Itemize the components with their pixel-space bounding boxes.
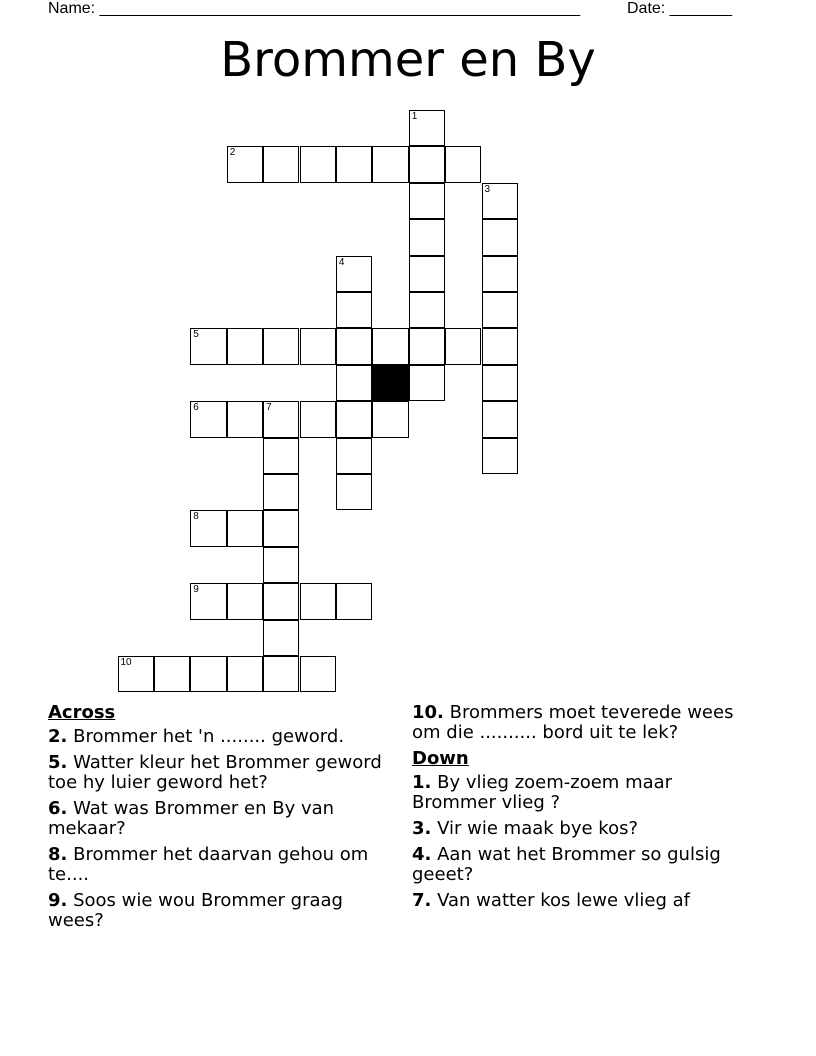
grid-cell[interactable] [409,256,445,292]
grid-cell[interactable] [482,292,518,328]
clue-text: Aan wat het Brommer so gulsig geeet? [412,844,721,885]
clue-text: Van watter kos lewe vlieg af [437,890,690,911]
grid-cell[interactable] [336,146,372,182]
grid-cell[interactable] [263,620,299,656]
clue-text: Watter kleur het Brommer geword toe hy luier geword het? [48,752,382,793]
grid-cell[interactable] [300,328,336,364]
clue-number: 1. [412,772,432,793]
grid-cell[interactable] [227,510,263,546]
grid-cell[interactable] [482,401,518,437]
clue-text: Wat was Brommer en By van mekaar? [48,798,335,839]
cell-number: 7 [266,402,272,414]
grid-cell[interactable] [336,583,372,619]
clue-text: Brommers moet teverede wees om die .......... bord uit te lek? [412,702,734,743]
grid-cell[interactable] [190,510,226,546]
across-clue [48,727,393,747]
grid-cell[interactable] [227,656,263,692]
down-clue [412,845,757,885]
clue-number: 7. [412,890,432,911]
cell-number: 1 [411,111,418,122]
grid-cell[interactable] [263,438,299,474]
grid-cell[interactable] [482,256,518,292]
across-heading: Across [48,702,116,723]
grid-cell[interactable] [263,401,299,437]
clue-number: 4. [412,844,432,865]
grid-cell[interactable] [482,183,518,219]
clue-text: Soos wie wou Brommer graag wees? [48,890,343,931]
clue-text: Vir wie maak bye kos? [437,818,639,839]
grid-cell[interactable] [409,183,445,219]
cell-number: 4 [338,256,345,268]
grid-cell[interactable] [372,146,408,182]
date-field-label: Date: _______ [627,0,732,17]
grid-cell[interactable] [445,146,481,182]
clue-number: 9. [48,890,68,911]
clue-number: 6. [48,798,68,819]
grid-cell[interactable] [263,328,299,364]
grid-cell[interactable] [300,401,336,437]
grid-cell[interactable] [263,547,299,583]
across-clue [48,845,393,885]
grid-cell[interactable] [409,110,445,146]
grid-cell[interactable] [300,656,336,692]
grid-cell[interactable] [300,583,336,619]
grid-cell[interactable] [482,328,518,364]
grid-cell[interactable] [482,365,518,401]
clues-left-column [48,703,393,937]
clue-number: 8. [48,844,68,865]
grid-block [372,365,408,401]
grid-cell[interactable] [336,474,372,510]
down-clue [412,773,757,813]
down-heading: Down [412,748,469,769]
grid-cell[interactable] [263,510,299,546]
grid-cell[interactable] [336,438,372,474]
clue-number: 5. [48,752,68,773]
grid-cell[interactable] [263,474,299,510]
clue-text: By vlieg zoem-zoem maar Brommer vlieg ? [412,772,673,813]
grid-cell[interactable] [409,292,445,328]
cell-number: 6 [193,402,199,414]
puzzle-title: Brommer en By [220,32,596,88]
name-field-label: Name: ______________________________________________________ [48,0,581,17]
grid-cell[interactable] [372,401,408,437]
grid-cell[interactable] [409,365,445,401]
grid-cell[interactable] [190,401,226,437]
grid-cell[interactable] [263,146,299,182]
across-clue [48,891,393,931]
grid-cell[interactable] [227,583,263,619]
grid-cell[interactable] [336,365,372,401]
grid-cell[interactable] [154,656,190,692]
cell-number: 10 [120,657,132,668]
cell-number: 5 [193,329,199,341]
clue-text: Brommer het daarvan gehou om te.... [48,844,369,885]
grid-cell[interactable] [336,401,372,437]
grid-cell[interactable] [227,401,263,437]
grid-cell[interactable] [409,219,445,255]
across-clue [412,703,757,743]
down-clue [412,819,757,839]
clue-number: 3. [412,818,432,839]
clues-right-column [412,703,757,917]
clue-text: Brommer het 'n ........ geword. [73,726,345,747]
down-clue [412,891,757,911]
grid-cell[interactable] [409,328,445,364]
grid-cell[interactable] [336,328,372,364]
cell-number: 2 [229,147,236,159]
grid-cell[interactable] [409,146,445,182]
grid-cell[interactable] [482,219,518,255]
across-clue [48,753,393,793]
grid-cell[interactable] [190,583,226,619]
grid-cell[interactable] [190,328,226,364]
cell-number: 8 [193,511,199,523]
grid-cell[interactable] [445,328,481,364]
grid-cell[interactable] [372,328,408,364]
across-clue [48,799,393,839]
clue-number: 2. [48,726,68,747]
grid-cell[interactable] [118,656,154,692]
grid-cell[interactable] [263,583,299,619]
grid-cell[interactable] [190,656,226,692]
grid-cell[interactable] [227,328,263,364]
grid-cell[interactable] [482,438,518,474]
cell-number: 9 [193,584,199,596]
grid-cell[interactable] [300,146,336,182]
grid-cell[interactable] [263,656,299,692]
grid-cell[interactable] [227,146,263,182]
grid-cell[interactable] [336,292,372,328]
clue-number: 10. [412,702,444,723]
cell-number: 3 [484,183,491,195]
grid-cell[interactable] [336,256,372,292]
